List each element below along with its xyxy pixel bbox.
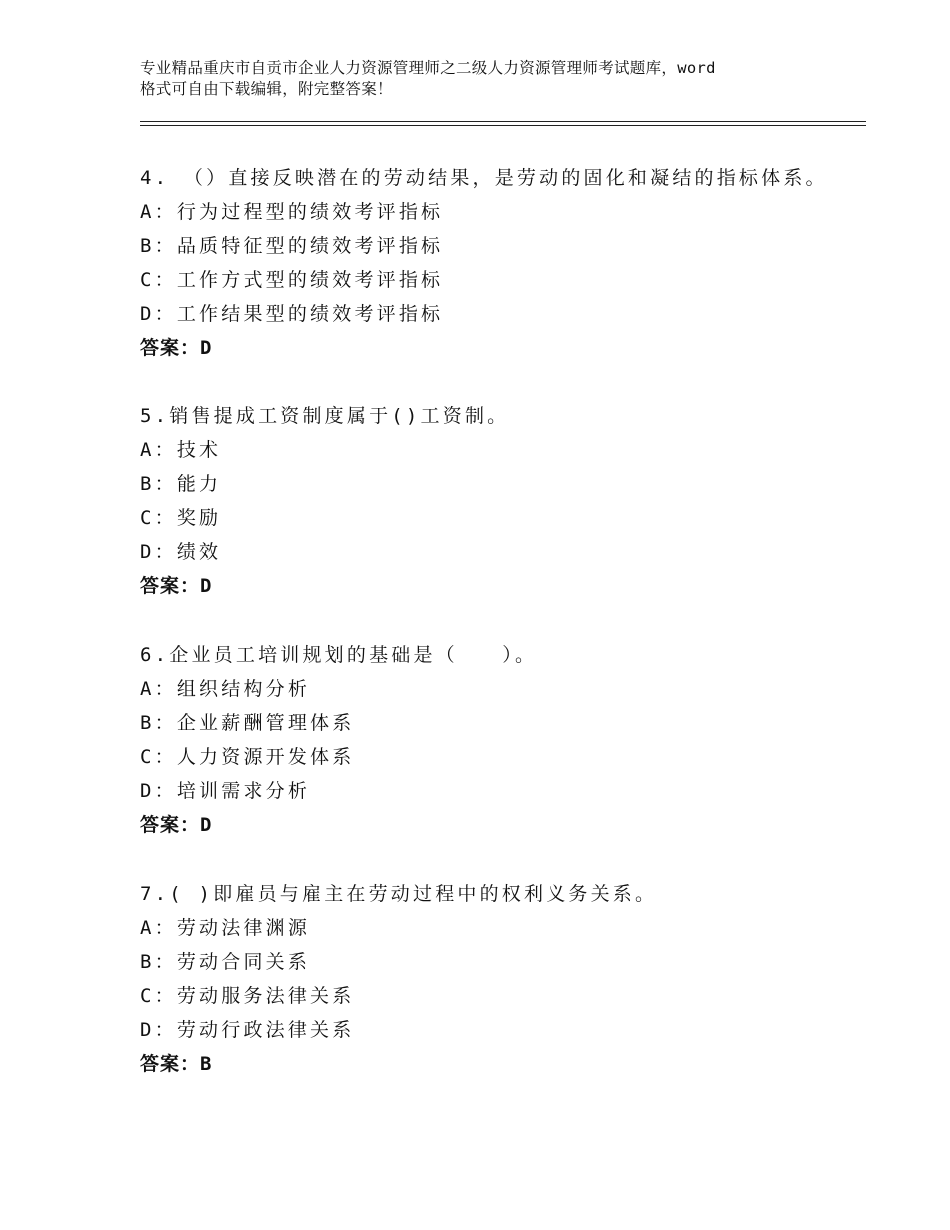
option-d: D：劳动行政法律关系 [140,1019,355,1041]
question-7 [140,877,860,1081]
option-c: C：劳动服务法律关系 [140,985,355,1007]
answer: 答案：B [140,1053,213,1075]
option-d: D：绩效 [140,541,222,563]
question-stem: 6.企业员工培训规划的基础是（ ）。 [140,644,538,666]
option-d: D：工作结果型的绩效考评指标 [140,303,444,325]
question-6 [140,638,860,842]
option-a: A：组织结构分析 [140,678,311,700]
option-c: C：人力资源开发体系 [140,746,355,768]
answer: 答案：D [140,337,213,359]
header-line-1: 专业精品重庆市自贡市企业人力资源管理师之二级人力资源管理师考试题库，word [140,59,716,77]
option-a: A：劳动法律渊源 [140,917,311,939]
question-stem: 5.销售提成工资制度属于()工资制。 [140,405,510,427]
option-b: B：企业薪酬管理体系 [140,712,355,734]
option-b: B：劳动合同关系 [140,951,311,973]
option-c: C：奖励 [140,507,222,529]
answer: 答案：D [140,575,213,597]
option-a: A：行为过程型的绩效考评指标 [140,201,444,223]
answer: 答案：D [140,814,213,836]
header-line-2: 格式可自由下载编辑，附完整答案！ [140,80,393,98]
question-5 [140,399,860,603]
option-d: D：培训需求分析 [140,780,311,802]
question-4 [140,161,860,365]
option-c: C：工作方式型的绩效考评指标 [140,269,444,291]
header-divider-bottom [140,125,866,126]
option-a: A：技术 [140,439,222,461]
header-divider-top [140,121,866,122]
question-stem: 7.( )即雇员与雇主在劳动过程中的权利义务关系。 [140,883,658,905]
document-header [140,58,840,100]
question-stem: 4. （）直接反映潜在的劳动结果，是劳动的固化和凝结的指标体系。 [140,167,828,189]
option-b: B：品质特征型的绩效考评指标 [140,235,444,257]
option-b: B：能力 [140,473,222,495]
